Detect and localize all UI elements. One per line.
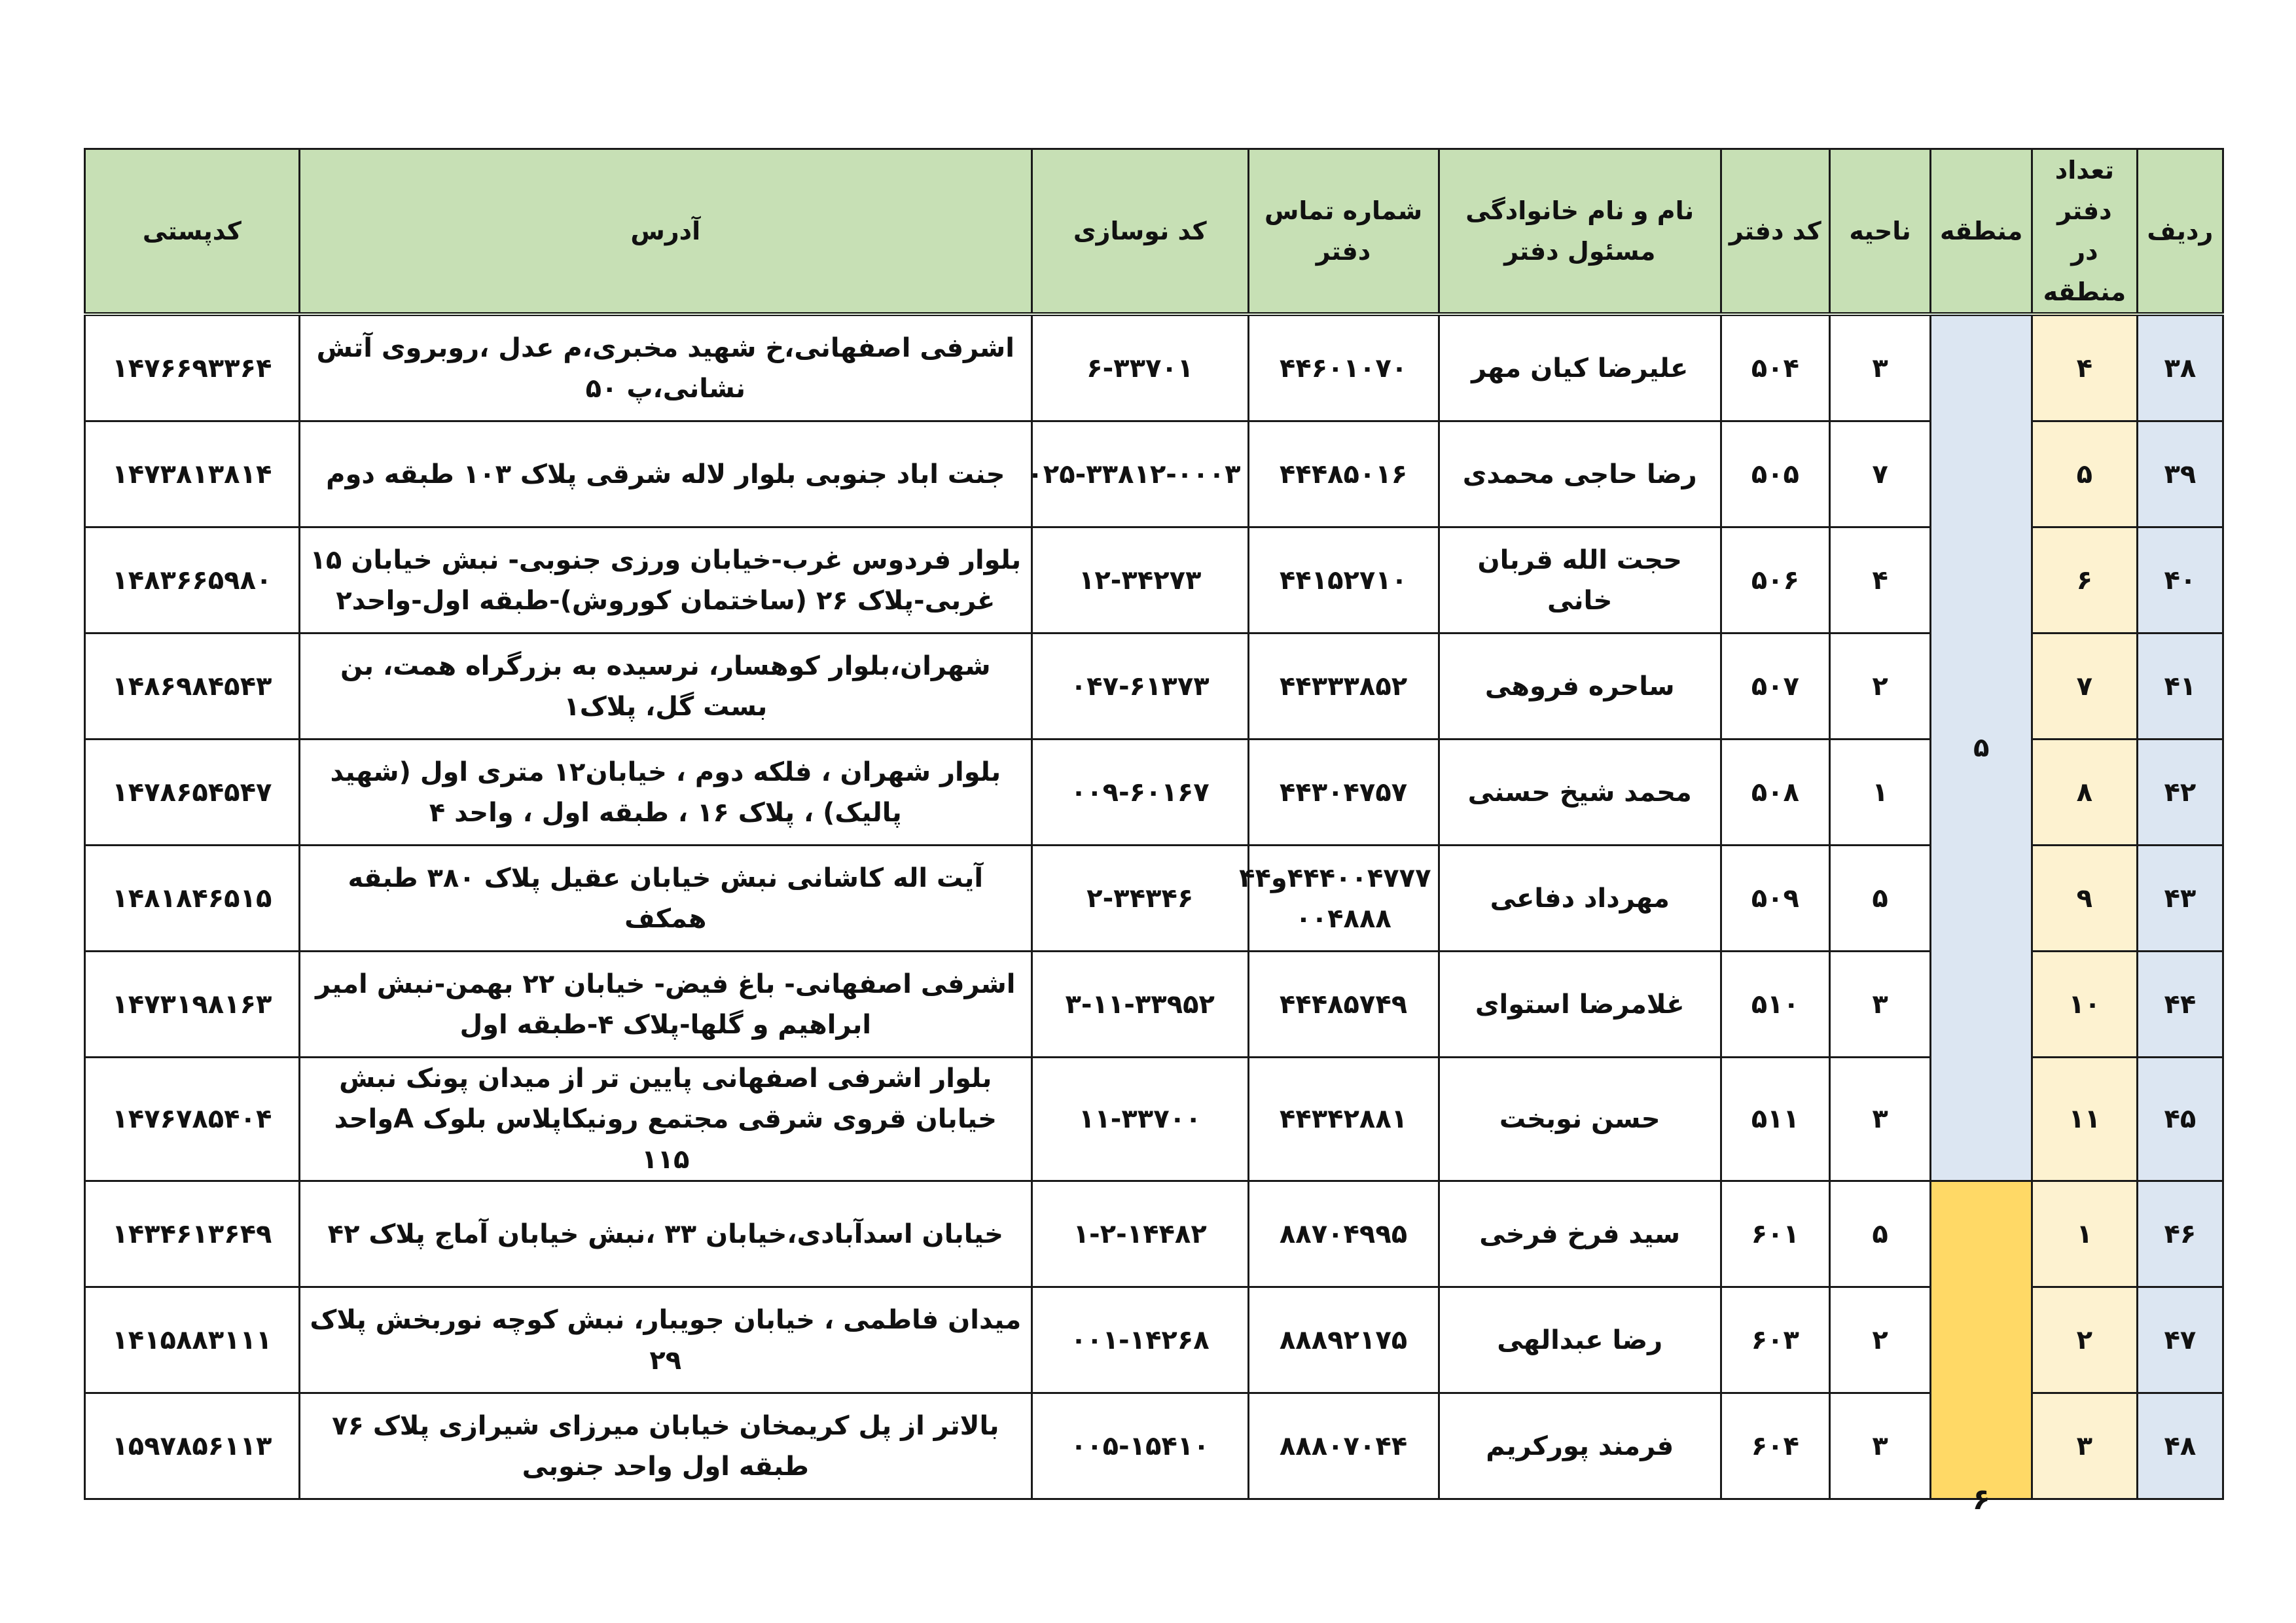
header-renovation-code: کد نوسازی xyxy=(1031,149,1248,315)
manager-name: حسن نوبخت xyxy=(1439,1058,1721,1181)
district: ۲ xyxy=(1829,1287,1931,1393)
header-office-code: کد دفتر xyxy=(1721,149,1829,315)
table-row xyxy=(85,952,2223,1058)
renovation-code: ۰۴۷-۶۱۳۷۳ xyxy=(1031,633,1248,740)
address: بالاتر از پل کریمخان خیابان میرزای شیرازی پلاک ۷۶ طبقه اول واحد جنوبی xyxy=(299,1393,1031,1499)
district: ۳ xyxy=(1829,1393,1931,1499)
postal-code: ۱۴۷۶۶۹۳۳۶۴ xyxy=(85,314,300,421)
manager-name: رضا حاجی محمدی xyxy=(1439,421,1721,527)
renovation-code: ۰۲۵-۳۳۸۱۲-۰۰۰۳ xyxy=(1031,421,1248,527)
office-count: ۷ xyxy=(2032,633,2138,740)
renovation-code: ۱۲-۳۴۲۷۳ xyxy=(1031,527,1248,633)
header-row-number: ردیف xyxy=(2137,149,2223,315)
table-row xyxy=(85,633,2223,740)
office-count: ۴ xyxy=(2032,314,2138,421)
manager-name: رضا عبدالهی xyxy=(1439,1287,1721,1393)
manager-name: حجت الله قربان خانی xyxy=(1439,527,1721,633)
header-office-count: تعداد دفتر در منطقه xyxy=(2032,149,2138,315)
manager-name: غلامرضا استوای xyxy=(1439,952,1721,1058)
address: بلوار اشرفی اصفهانی پایین تر از میدان پونک نبش خیابان قروی شرقی مجتمع رونیکاپلاس بلوک Aواحد ۱۱۵ xyxy=(299,1058,1031,1181)
postal-code: ۱۴۷۳۸۱۳۸۱۴ xyxy=(85,421,300,527)
manager-name: محمد شیخ حسنی xyxy=(1439,740,1721,846)
row-number: ۴۴ xyxy=(2137,952,2223,1058)
zone-cell-6 xyxy=(1931,1181,2032,1516)
header-address: آدرس xyxy=(299,149,1031,315)
address: اشرفی اصفهانی،خ شهید مخبری،م عدل ،روبروی آتش نشانی،پ ۵۰ xyxy=(299,314,1031,421)
phone-number: ۸۸۸۹۲۱۷۵ xyxy=(1248,1287,1439,1393)
table-row xyxy=(85,1181,2223,1287)
row-number: ۴۷ xyxy=(2137,1287,2223,1393)
renovation-code: ۰۰۹-۶۰۱۶۷ xyxy=(1031,740,1248,846)
renovation-code: ۱۱-۳۳۷۰۰ xyxy=(1031,1058,1248,1181)
manager-name: علیرضا کیان مهر xyxy=(1439,314,1721,421)
header-district: ناحیه xyxy=(1829,149,1931,315)
district: ۳ xyxy=(1829,1058,1931,1181)
postal-code: ۱۴۷۸۶۵۴۵۴۷ xyxy=(85,740,300,846)
phone-number: ۴۴۳۳۳۸۵۲ xyxy=(1248,633,1439,740)
renovation-code: ۲-۳۴۳۴۶ xyxy=(1031,846,1248,952)
renovation-code: ۰۰۵-۱۵۴۱۰ xyxy=(1031,1393,1248,1499)
address: خیابان اسدآبادی،خیابان ۳۳ ،نبش خیابان آماج پلاک ۴۲ xyxy=(299,1181,1031,1287)
address: اشرفی اصفهانی- باغ فیض- خیابان ۲۲ بهمن-نبش امیر ابراهیم و گلها-پلاک ۴-طبقه اول xyxy=(299,952,1031,1058)
table-row xyxy=(85,314,2223,421)
postal-code: ۱۴۱۵۸۸۳۱۱۱ xyxy=(85,1287,300,1393)
office-code: ۵۰۸ xyxy=(1721,740,1829,846)
postal-code: ۱۴۳۴۶۱۳۶۴۹ xyxy=(85,1181,300,1287)
office-count: ۵ xyxy=(2032,421,2138,527)
district: ۲ xyxy=(1829,633,1931,740)
manager-name: ساحره فروهی xyxy=(1439,633,1721,740)
row-number: ۴۲ xyxy=(2137,740,2223,846)
phone-number: ۸۸۸۰۷۰۴۴ xyxy=(1248,1393,1439,1499)
postal-code: ۱۴۸۱۸۴۶۵۱۵ xyxy=(85,846,300,952)
phone-number: ۴۴۱۵۲۷۱۰ xyxy=(1248,527,1439,633)
phone-number: ۴۴۶۰۱۰۷۰ xyxy=(1248,314,1439,421)
address: میدان فاطمی ، خیابان جویبار، نبش کوچه نوربخش پلاک ۲۹ xyxy=(299,1287,1031,1393)
offices-table xyxy=(84,148,2224,1516)
row-number: ۴۳ xyxy=(2137,846,2223,952)
district: ۳ xyxy=(1829,314,1931,421)
phone-number: ۴۴۴۸۵۰۱۶ xyxy=(1248,421,1439,527)
office-count: ۸ xyxy=(2032,740,2138,846)
office-code: ۵۰۵ xyxy=(1721,421,1829,527)
row-number: ۴۵ xyxy=(2137,1058,2223,1181)
table-row xyxy=(85,740,2223,846)
table-row xyxy=(85,846,2223,952)
district: ۷ xyxy=(1829,421,1931,527)
district: ۳ xyxy=(1829,952,1931,1058)
phone-number: ۴۴۳۴۲۸۸۱ xyxy=(1248,1058,1439,1181)
row-number: ۴۶ xyxy=(2137,1181,2223,1287)
postal-code: ۱۴۸۶۹۸۴۵۴۳ xyxy=(85,633,300,740)
office-code: ۵۱۰ xyxy=(1721,952,1829,1058)
header-zone: منطقه xyxy=(1931,149,2032,315)
office-count: ۲ xyxy=(2032,1287,2138,1393)
office-count: ۶ xyxy=(2032,527,2138,633)
renovation-code: ۱-۲-۱۴۴۸۲ xyxy=(1031,1181,1248,1287)
manager-name: سید فرخ فرخی xyxy=(1439,1181,1721,1287)
renovation-code: ۶-۳۳۷۰۱ xyxy=(1031,314,1248,421)
office-count: ۳ xyxy=(2032,1393,2138,1499)
manager-name: مهرداد دفاعی xyxy=(1439,846,1721,952)
row-number: ۳۹ xyxy=(2137,421,2223,527)
renovation-code: ۳-۱۱-۳۳۹۵۲ xyxy=(1031,952,1248,1058)
address: جنت اباد جنوبی بلوار لاله شرقی پلاک ۱۰۳ طبقه دوم xyxy=(299,421,1031,527)
district: ۵ xyxy=(1829,1181,1931,1287)
renovation-code: ۰۰۱-۱۴۲۶۸ xyxy=(1031,1287,1248,1393)
manager-name: فرمند پورکریم xyxy=(1439,1393,1721,1499)
table-row xyxy=(85,421,2223,527)
address: آیت اله کاشانی نبش خیابان عقیل پلاک ۳۸۰ طبقه همکف xyxy=(299,846,1031,952)
table-row xyxy=(85,527,2223,633)
zone-label: ۶ xyxy=(1972,1483,1990,1516)
row-number: ۴۸ xyxy=(2137,1393,2223,1499)
row-number: ۴۱ xyxy=(2137,633,2223,740)
office-count: ۹ xyxy=(2032,846,2138,952)
postal-code: ۱۴۷۶۷۸۵۴۰۴ xyxy=(85,1058,300,1181)
header-manager: نام و نام خانوادگی مسئول دفتر xyxy=(1439,149,1721,315)
table-row xyxy=(85,1393,2223,1499)
office-code: ۵۱۱ xyxy=(1721,1058,1829,1181)
address: شهران،بلوار کوهسار، نرسیده به بزرگراه همت، بن بست گل، پلاک۱ xyxy=(299,633,1031,740)
office-code: ۶۰۱ xyxy=(1721,1181,1829,1287)
row-number: ۴۰ xyxy=(2137,527,2223,633)
zone-cell: ۵ xyxy=(1931,314,2032,1181)
postal-code: ۱۴۸۳۶۶۵۹۸۰ xyxy=(85,527,300,633)
phone-number: ۴۴۳۰۴۷۵۷ xyxy=(1248,740,1439,846)
district: ۱ xyxy=(1829,740,1931,846)
phone-number: ۴۴۴۸۵۷۴۹ xyxy=(1248,952,1439,1058)
postal-code: ۱۴۷۳۱۹۸۱۶۳ xyxy=(85,952,300,1058)
office-count: ۱۱ xyxy=(2032,1058,2138,1181)
address: بلوار فردوس غرب-خیابان ورزی جنوبی- نبش خیابان ۱۵ غربی-پلاک ۲۶ (ساختمان کوروش)-طبقه اول-واحد۲ xyxy=(299,527,1031,633)
header-phone: شماره تماس دفتر xyxy=(1248,149,1439,315)
office-code: ۶۰۴ xyxy=(1721,1393,1829,1499)
address: بلوار شهران ، فلکه دوم ، خیابان۱۲ متری اول (شهید پالیک) ، پلاک ۱۶ ، طبقه اول ، واحد ۴ xyxy=(299,740,1031,846)
office-code: ۵۰۹ xyxy=(1721,846,1829,952)
office-count: ۱ xyxy=(2032,1181,2138,1287)
office-count: ۱۰ xyxy=(2032,952,2138,1058)
table-row xyxy=(85,1287,2223,1393)
phone-number: ۸۸۷۰۴۹۹۵ xyxy=(1248,1181,1439,1287)
header-row xyxy=(85,149,2223,315)
office-code: ۶۰۳ xyxy=(1721,1287,1829,1393)
office-code: ۵۰۴ xyxy=(1721,314,1829,421)
postal-code: ۱۵۹۷۸۵۶۱۱۳ xyxy=(85,1393,300,1499)
district: ۵ xyxy=(1829,846,1931,952)
table-row xyxy=(85,1058,2223,1181)
district: ۴ xyxy=(1829,527,1931,633)
header-postal-code: کدپستی xyxy=(85,149,300,315)
office-code: ۵۰۷ xyxy=(1721,633,1829,740)
row-number: ۳۸ xyxy=(2137,314,2223,421)
phone-number: ۴۴۴۰۰۴۷۷۷و۴۴ ۰۰۴۸۸۸ xyxy=(1248,846,1439,952)
office-code: ۵۰۶ xyxy=(1721,527,1829,633)
